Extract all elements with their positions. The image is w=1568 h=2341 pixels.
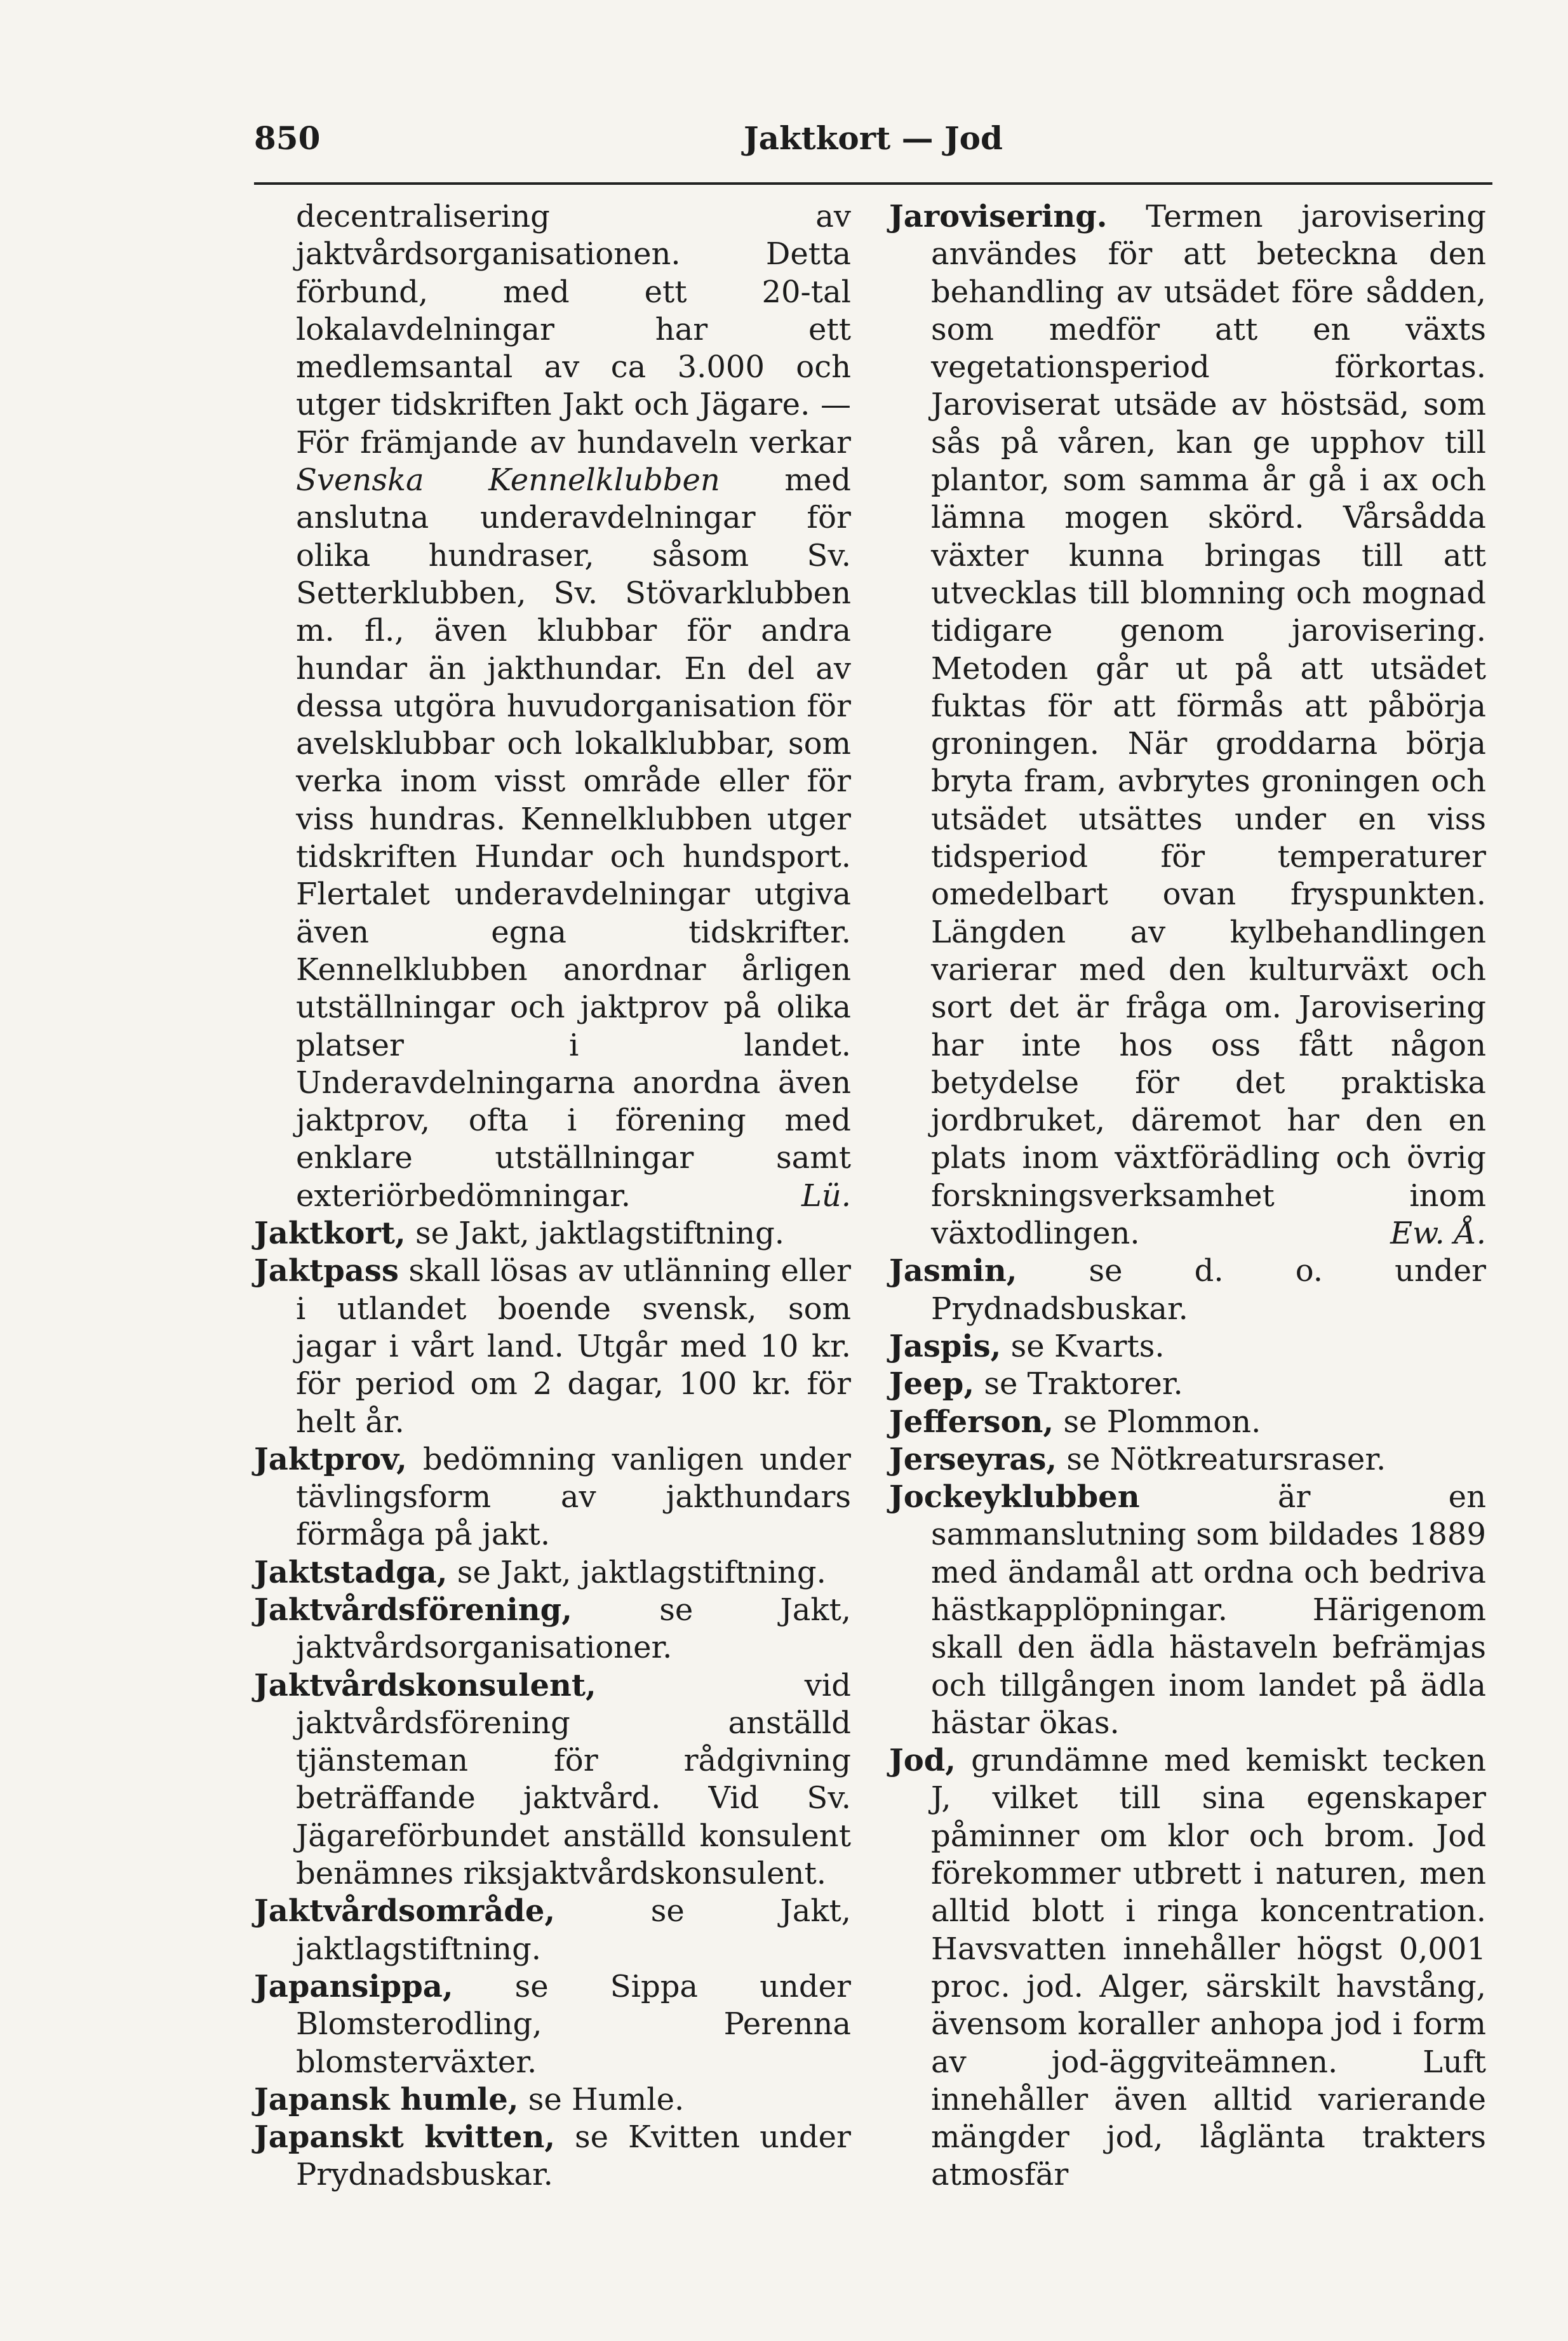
author-signature: Ew. Å.	[1390, 1216, 1486, 1252]
dictionary-entry	[254, 1252, 851, 1440]
entry-headword: Jaktprov,	[254, 1441, 407, 1477]
entry-headword: Jaktvårdsförening,	[254, 1592, 572, 1628]
author-signature: Lü.	[801, 1177, 851, 1214]
entry-text: se Plommon.	[1063, 1404, 1261, 1440]
dictionary-entry	[889, 1252, 1486, 1328]
entry-headword: Japanskt kvitten,	[254, 2119, 556, 2156]
entry-headword: Jeep,	[889, 1366, 975, 1402]
entry-text: med anslutna underavdelningar för olika hundraser, såsom Sv. Setterklubben, Sv. Stövarklubben m. fl., även klubbar för andra hundar än jakthundar. En del av dessa utgöra huvudorganisation för avelsklubbar och lokalklubbar, som verka inom visst område eller för viss hundras. Kennelklubben utger tidskriften Hundar och hundsport. Flertalet underavdelningar utgiva även egna tidskrifter. Kennelklubben anordnar årligen utställningar och jaktprov på olika platser i landet. Underavdelningarna anordna även jaktprov, ofta i förening med enklare utställningar samt exteriörbedömningar.	[296, 462, 851, 1214]
entry-text: se Jakt, jaktlagstiftning.	[457, 1554, 826, 1590]
header-rule	[254, 182, 1492, 185]
entry-text: se Jakt, jaktvårdsorganisationer.	[296, 1592, 851, 1666]
entry-text: se Jakt, jaktlagstiftning.	[415, 1216, 785, 1252]
entry-text: vid jaktvårdsförening anställd tjänsteman för rådgivning beträffande jaktvård. Vid Sv. Jägareförbundet anställd konsulent benämnes riksjaktvårdskonsulent.	[296, 1667, 851, 1892]
left-column	[254, 198, 851, 2194]
dictionary-entry	[254, 1592, 851, 1667]
entry-text: bedömning vanligen under tävlingsform av jakthundars förmåga på jakt.	[296, 1441, 852, 1553]
entry-headword: Jefferson,	[889, 1404, 1054, 1440]
entry-text: är en sammanslutning som bildades 1889 med ändamål att ordna och bedriva hästkapplöpningar. Härigenom skall den ädla hästaveln befrämjas och tillgången inom landet på ädla hästar ökas.	[931, 1479, 1486, 1741]
dictionary-entry	[254, 1554, 851, 1592]
entry-text: se Kvarts.	[1010, 1328, 1165, 1364]
entry-headword: Jaktkort,	[254, 1216, 406, 1252]
dictionary-entry	[889, 1365, 1486, 1403]
entry-headword: Jaktvårdskonsulent,	[254, 1667, 596, 1703]
dictionary-entry	[254, 2119, 851, 2194]
continued-entry	[254, 198, 851, 1215]
entry-text: decentralisering av jaktvårdsorganisationen. Detta förbund, med ett 20-tal lokalavdelningar har ett medlemsantal av ca 3.000 och utger tidskriften Jakt och Jägare. — För främjande av hundaveln verkar	[296, 199, 851, 460]
dictionary-entry	[254, 2081, 851, 2119]
entry-text: se d. o. under Prydnadsbuskar.	[931, 1253, 1486, 1327]
dictionary-entry	[889, 198, 1486, 1252]
entry-text: se Kvitten under Prydnadsbuskar.	[296, 2119, 851, 2193]
page-number: 850	[254, 119, 321, 157]
entry-text: se Humle.	[528, 2081, 685, 2117]
dictionary-entry	[889, 1742, 1486, 2194]
dictionary-entry	[254, 1215, 851, 1252]
right-column	[889, 198, 1486, 2194]
page-header	[254, 108, 1492, 165]
entry-italic-text: Svenska Kennelklubben	[296, 462, 720, 499]
dictionary-entry	[889, 1404, 1486, 1441]
entry-headword: Jasmin,	[889, 1253, 1017, 1289]
running-title: Jaktkort — Jod	[743, 119, 1003, 157]
entry-headword: Jockeyklubben	[889, 1479, 1140, 1515]
entry-text: se Nötkreatursraser.	[1066, 1441, 1386, 1477]
dictionary-entry	[889, 1441, 1486, 1479]
entry-text: se Jakt, jaktlagstiftning.	[296, 1893, 851, 1967]
entry-headword: Jaktpass	[254, 1253, 399, 1289]
dictionary-entry	[254, 1667, 851, 1893]
entry-text: Termen jarovisering användes för att beteckna den behandling av utsädet före sådden, som medför att en växts vegetationsperiod förkortas. Jaroviserat utsäde av höstsäd, som sås på våren, kan ge upphov till plantor, som samma år gå i ax och lämna mogen skörd. Vårsådda växter kunna bringas till att utvecklas till blomning och mognad tidigare genom jarovisering. Metoden går ut på att utsädet fuktas för att förmås att påbörja groningen. När groddarna börja bryta fram, avbrytes groningen och utsädet utsättes under en viss tidsperiod för temperaturer omedelbart ovan fryspunkten. Längden av kylbehandlingen varierar med den kulturväxt och sort det är fråga om. Jarovisering har inte hos oss fått någon betydelse för det praktiska jordbruket, däremot har den en plats inom växtförädling och övrig forskningsverksamhet inom växtodlingen.	[931, 199, 1486, 1252]
dictionary-entry	[254, 1893, 851, 1968]
entry-text: se Traktorer.	[984, 1366, 1183, 1402]
entry-text: grundämne med kemiskt tecken J, vilket till sina egenskaper påminner om klor och brom. Jod förekommer utbrett i naturen, men alltid blott i ringa koncentration. Havsvatten innehåller högst 0,001 proc. jod. Alger, särskilt havstång, ävensom koraller anhopa jod i form av jod-äggviteämnen. Luft innehåller även alltid varierande mängder jod, låglänta trakters atmosfär	[931, 1743, 1486, 2193]
entry-headword: Jerseyras,	[889, 1441, 1057, 1477]
entry-headword: Jaktvårdsområde,	[254, 1893, 556, 1929]
entry-headword: Jaktstadga,	[254, 1554, 448, 1590]
dictionary-entry	[254, 1968, 851, 2081]
entry-text: se Sippa under Blomsterodling, Perenna blomsterväxter.	[296, 1968, 851, 2080]
entry-text: skall lösas av utlänning eller i utlandet boende svensk, som jagar i vårt land. Utgår med 10 kr. för period om 2 dagar, 100 kr. för helt år.	[296, 1253, 852, 1440]
entry-headword: Jaspis,	[889, 1328, 1002, 1364]
entry-headword: Japansk humle,	[254, 2081, 519, 2117]
entry-headword: Japansippa,	[254, 1968, 453, 2004]
entry-headword: Jarovisering.	[889, 199, 1108, 234]
dictionary-entry	[889, 1479, 1486, 1742]
entry-headword: Jod,	[889, 1743, 956, 1779]
dictionary-entry	[254, 1441, 851, 1554]
dictionary-entry	[889, 1328, 1486, 1365]
